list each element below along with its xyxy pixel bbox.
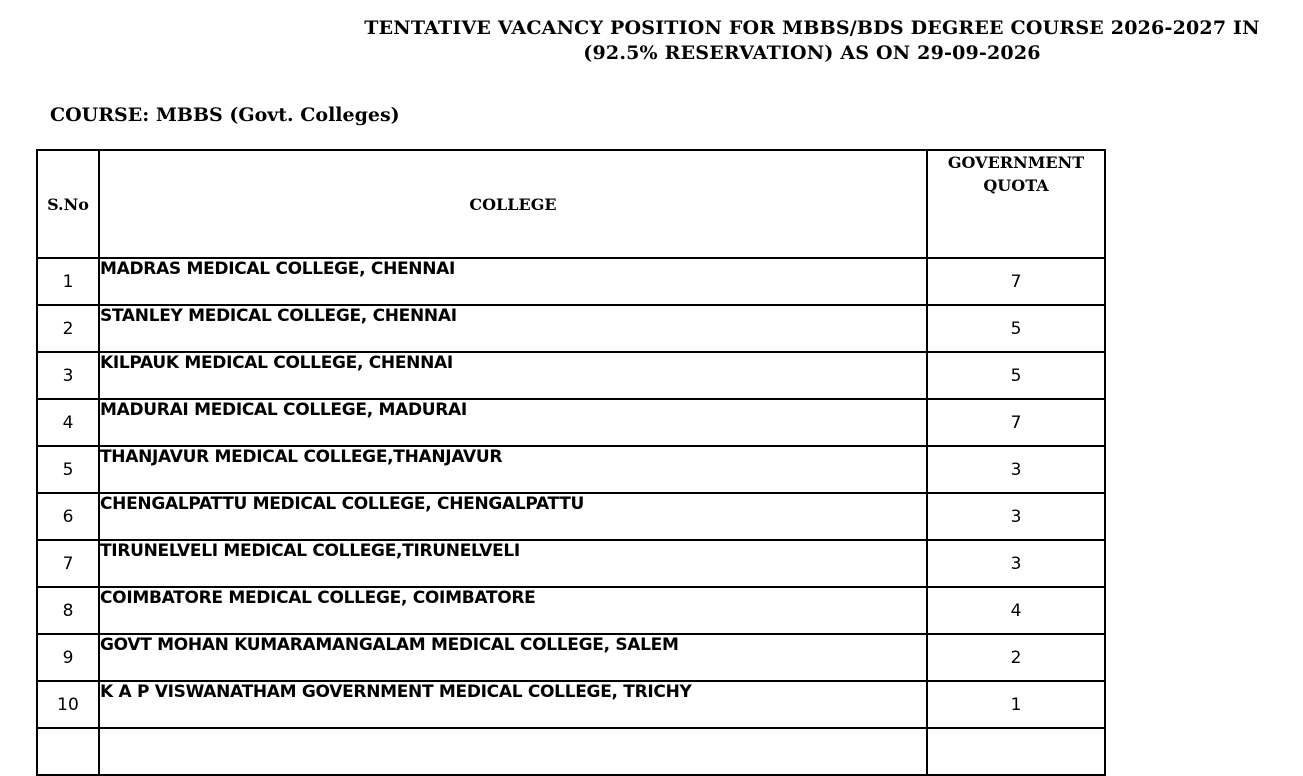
- header-government-quota: [927, 150, 1105, 258]
- header-sno: S.No: [37, 150, 99, 258]
- table-body: [37, 258, 1105, 775]
- row-college: K A P VISWANATHAM GOVERNMENT MEDICAL COLLEGE, TRICHY: [99, 681, 927, 728]
- vacancy-table: [36, 149, 1106, 776]
- course-label: COURSE: MBBS (Govt. Colleges): [50, 104, 400, 126]
- table-row: [37, 634, 1105, 681]
- table-row: [37, 258, 1105, 305]
- row-college: THANJAVUR MEDICAL COLLEGE,THANJAVUR: [99, 446, 927, 493]
- row-government-quota: 5: [927, 352, 1105, 399]
- title-line-2: (92.5% RESERVATION) AS ON 29-09-2026: [583, 42, 1041, 64]
- row-government-quota: 5: [927, 305, 1105, 352]
- row-college: MADURAI MEDICAL COLLEGE, MADURAI: [99, 399, 927, 446]
- row-sno: 3: [37, 352, 99, 399]
- continuation-cell: [37, 728, 99, 775]
- row-sno: 9: [37, 634, 99, 681]
- row-government-quota: 3: [927, 493, 1105, 540]
- row-college: KILPAUK MEDICAL COLLEGE, CHENNAI: [99, 352, 927, 399]
- row-sno: 2: [37, 305, 99, 352]
- table-row: [37, 446, 1105, 493]
- row-college: CHENGALPATTU MEDICAL COLLEGE, CHENGALPATTU: [99, 493, 927, 540]
- row-government-quota: 3: [927, 446, 1105, 493]
- title-line-1: TENTATIVE VACANCY POSITION FOR MBBS/BDS DEGREE COURSE 2026-2027 IN: [364, 17, 1260, 39]
- row-college: TIRUNELVELI MEDICAL COLLEGE,TIRUNELVELI: [99, 540, 927, 587]
- continuation-cell: [927, 728, 1105, 775]
- table-row: [37, 352, 1105, 399]
- row-college: STANLEY MEDICAL COLLEGE, CHENNAI: [99, 305, 927, 352]
- table-row: [37, 305, 1105, 352]
- row-college: GOVT MOHAN KUMARAMANGALAM MEDICAL COLLEGE, SALEM: [99, 634, 927, 681]
- row-college: COIMBATORE MEDICAL COLLEGE, COIMBATORE: [99, 587, 927, 634]
- header-college: COLLEGE: [99, 150, 927, 258]
- header-quota-line-1: GOVERNMENT: [947, 153, 1085, 172]
- table-row-continuation: [37, 728, 1105, 775]
- row-government-quota: 7: [927, 399, 1105, 446]
- table-row: [37, 540, 1105, 587]
- row-sno: 10: [37, 681, 99, 728]
- header-quota-line-2: QUOTA: [983, 176, 1049, 195]
- row-sno: 6: [37, 493, 99, 540]
- table-row: [37, 399, 1105, 446]
- row-government-quota: 7: [927, 258, 1105, 305]
- table-row: [37, 681, 1105, 728]
- row-government-quota: 2: [927, 634, 1105, 681]
- row-sno: 5: [37, 446, 99, 493]
- continuation-cell: [99, 728, 927, 775]
- row-sno: 7: [37, 540, 99, 587]
- row-sno: 4: [37, 399, 99, 446]
- row-government-quota: 3: [927, 540, 1105, 587]
- row-college: MADRAS MEDICAL COLLEGE, CHENNAI: [99, 258, 927, 305]
- table-row: [37, 587, 1105, 634]
- row-government-quota: 1: [927, 681, 1105, 728]
- row-government-quota: 4: [927, 587, 1105, 634]
- document-title: [330, 16, 1294, 66]
- table-row: [37, 493, 1105, 540]
- row-sno: 8: [37, 587, 99, 634]
- row-sno: 1: [37, 258, 99, 305]
- table-header-row: [37, 150, 1105, 258]
